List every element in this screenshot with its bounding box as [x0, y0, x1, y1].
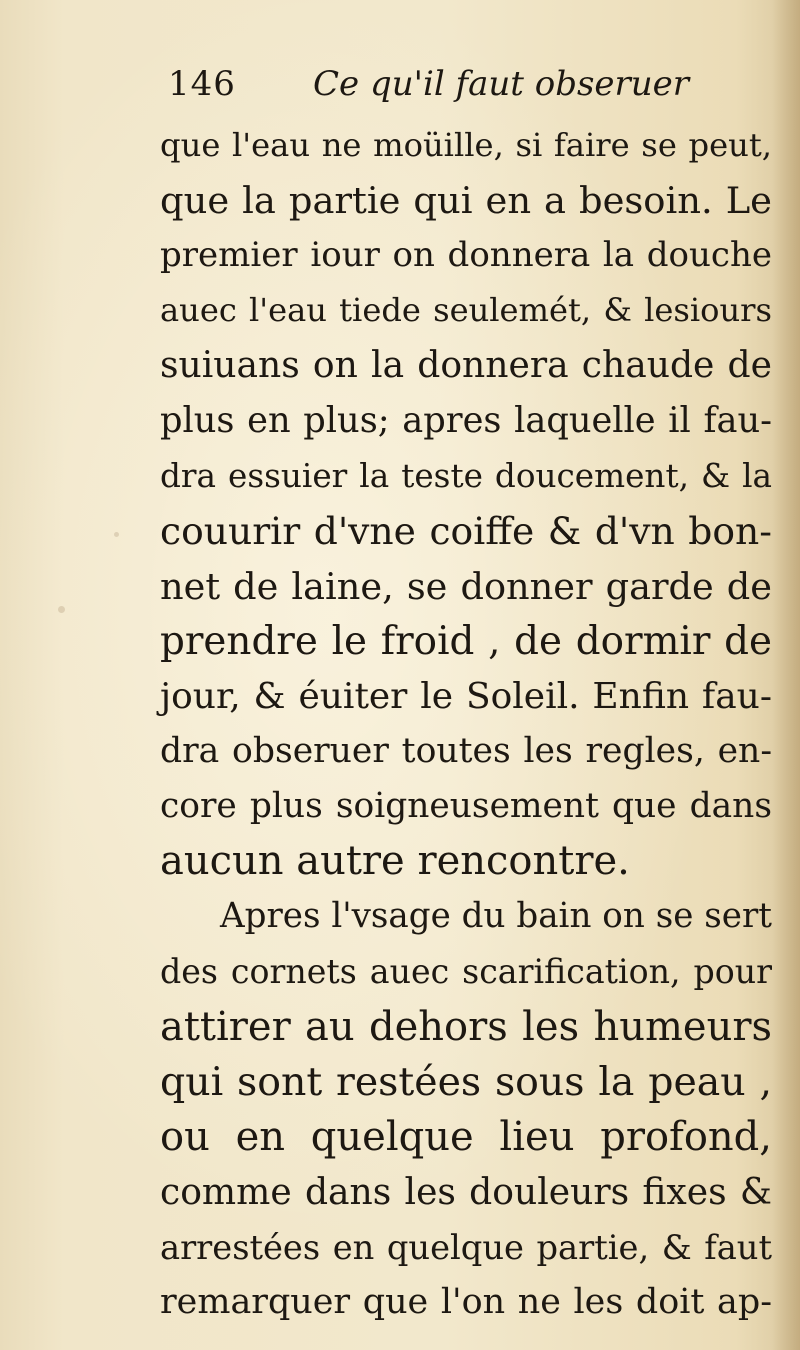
text-line-paragraph-start: Apres l'vsage du bain on se sert: [220, 896, 772, 937]
text-line-paragraph-end: aucun autre rencontre.: [160, 838, 630, 885]
text-line: net de laine, se donner garde de: [160, 564, 772, 608]
text-line: que l'eau ne moüille, si faire se peut,: [160, 126, 772, 164]
page-header: [168, 64, 708, 110]
text-line: qui sont restées sous la peau ,: [160, 1058, 772, 1105]
body-text: [160, 118, 772, 1330]
text-line: plus en plus; apres laquelle il fau-: [160, 400, 772, 442]
text-line: suiuans on la donnera chaude de: [160, 344, 772, 387]
text-line: auec l'eau tiede seulemét, & lesiours: [160, 291, 772, 330]
text-line: attirer au dehors les humeurs: [160, 1003, 772, 1050]
text-line: ou en quelque lieu profond,: [160, 1113, 772, 1160]
text-line: arrestées en quelque partie, & faut: [160, 1227, 772, 1267]
page-edge-shadow: [772, 0, 800, 1350]
text-line: dra essuier la teste doucement, & la: [160, 456, 772, 495]
page-number: 146: [168, 64, 236, 104]
text-line: premier iour on donnera la douche: [160, 235, 772, 276]
text-line: comme dans les douleurs fixes &: [160, 1170, 772, 1213]
text-line: core plus soigneusement que dans: [160, 786, 772, 827]
paper-spot: [58, 606, 65, 613]
text-line: dra obseruer toutes les regles, en-: [160, 731, 772, 772]
text-line: prendre le froid , de dormir de: [160, 618, 772, 664]
text-line: que la partie qui en a besoin. Le: [160, 179, 772, 223]
paper-spot: [114, 532, 119, 537]
text-line: des cornets auec scarification, pour: [160, 952, 772, 992]
running-head: Ce qu'il faut obseruer: [313, 64, 690, 104]
text-line: remarquer que l'on ne les doit ap-: [160, 1281, 772, 1322]
text-line: jour, & éuiter le Soleil. Enfin fau-: [160, 675, 772, 717]
text-line: couurir d'vne coiffe & d'vn bon-: [160, 508, 772, 553]
